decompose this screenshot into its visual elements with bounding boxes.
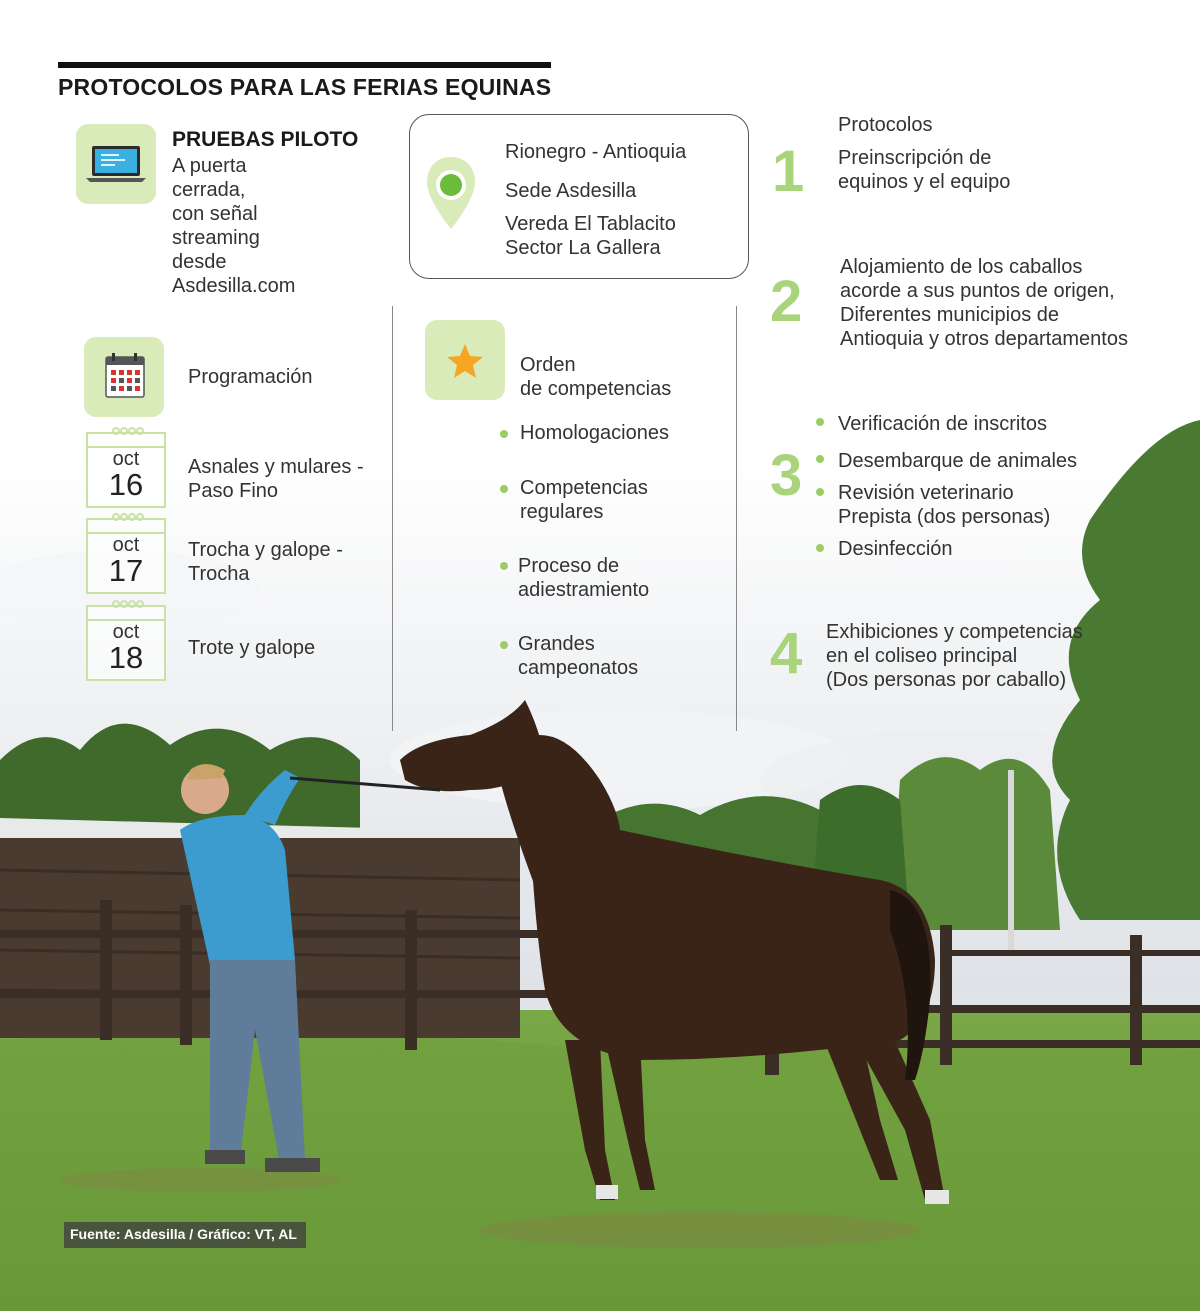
step-2-text: Alojamiento de los caballos acorde a sus puntos de origen, Diferentes municipios de Antioquia y otros departamentos <box>840 256 1128 350</box>
calendar-rings-icon <box>110 513 146 521</box>
column-divider-left <box>392 306 393 731</box>
orden-item-4: Grandes campeonatos <box>518 633 639 679</box>
calendar-day-16 <box>86 432 166 508</box>
bullet-dot <box>816 455 824 463</box>
bullet-dot <box>500 485 508 493</box>
source-credit-text: Fuente: Asdesilla / Gráfico: VT, AL <box>70 1226 297 1242</box>
protocolos-heading: Protocolos <box>838 114 933 136</box>
day-number: 18 <box>108 640 144 675</box>
pruebas-heading: PRUEBAS PILOTO <box>172 128 359 151</box>
location-city: Rionegro - Antioquia <box>505 141 687 163</box>
step-number-1: 1 <box>772 139 805 204</box>
step-3-bullet-1: Verificación de inscritos <box>838 413 1047 435</box>
pruebas-text: A puerta cerrada, con señal streaming desde Asdesilla.com <box>172 155 296 297</box>
day-17-description: Trocha y galope - Trocha <box>188 539 343 585</box>
column-divider-right <box>736 306 737 731</box>
orden-item-1: Homologaciones <box>520 422 669 444</box>
laptop-tile <box>76 124 156 204</box>
page-title: PROTOCOLOS PARA LAS FERIAS EQUINAS <box>58 74 552 100</box>
step-4-text: Exhibiciones y competencias en el coliseo principal (Dos personas por caballo) <box>826 621 1083 691</box>
bullet-dot <box>816 418 824 426</box>
day-number: 17 <box>108 553 144 588</box>
location-pin-icon <box>424 155 478 235</box>
day-month: oct <box>112 534 140 556</box>
orden-item-2: Competencias regulares <box>520 477 648 523</box>
step-3-bullet-2: Desembarque de animales <box>838 450 1078 472</box>
day-month: oct <box>112 448 140 470</box>
calendar-day-17 <box>86 518 166 594</box>
step-3-bullet-4: Desinfección <box>838 538 953 560</box>
calendar-rings-icon <box>110 427 146 435</box>
step-number-4: 4 <box>770 621 803 686</box>
location-address-1: Vereda El Tablacito <box>505 213 676 235</box>
calendar-rings-icon <box>110 600 146 608</box>
source-credit <box>64 1222 306 1248</box>
step-number-2: 2 <box>770 269 803 334</box>
star-icon <box>425 320 505 400</box>
day-month: oct <box>112 621 140 643</box>
location-venue: Sede Asdesilla <box>505 180 637 202</box>
day-18-description: Trote y galope <box>188 637 316 659</box>
bullet-dot <box>500 562 508 570</box>
location-address-2: Sector La Gallera <box>505 237 661 259</box>
bullet-dot <box>816 544 824 552</box>
star-tile <box>425 320 505 400</box>
day-number: 16 <box>108 467 144 502</box>
calendar-tile <box>84 337 164 417</box>
orden-heading: Orden de competencias <box>520 354 672 400</box>
calendar-icon <box>84 337 164 417</box>
bullet-dot <box>816 488 824 496</box>
programacion-heading: Programación <box>188 366 313 388</box>
day-16-description: Asnales y mulares - Paso Fino <box>188 456 364 502</box>
step-1-text: Preinscripción de equinos y el equipo <box>838 147 1011 193</box>
orden-item-3: Proceso de adiestramiento <box>518 555 650 601</box>
calendar-day-18 <box>86 605 166 681</box>
bullet-dot <box>500 641 508 649</box>
title-rule <box>58 62 551 68</box>
step-number-3: 3 <box>770 443 803 508</box>
step-3-bullet-3: Revisión veterinario Prepista (dos personas) <box>838 482 1051 528</box>
laptop-icon <box>76 124 156 204</box>
bullet-dot <box>500 430 508 438</box>
